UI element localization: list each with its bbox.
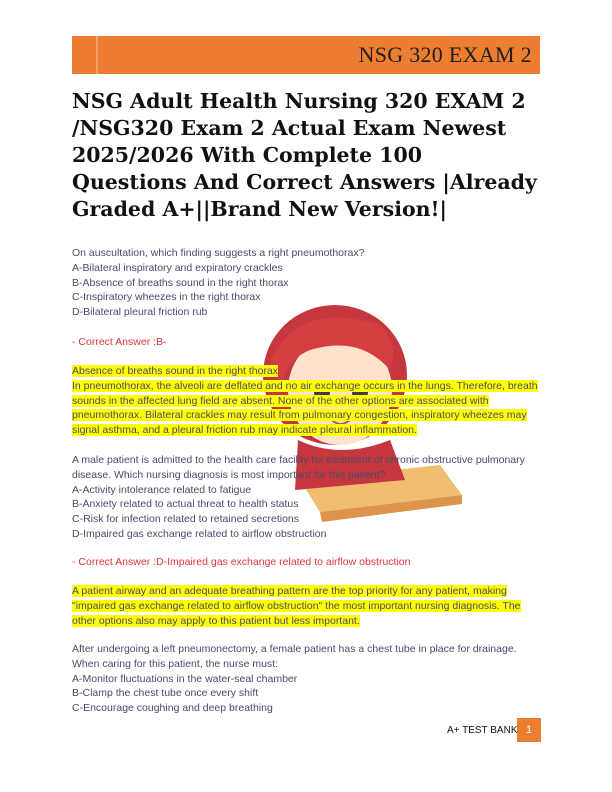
question-2-option-d: D-Impaired gas exchange related to airflow obstruction xyxy=(72,527,327,540)
question-2-rationale-block xyxy=(72,584,542,628)
question-2-option-b: B-Anxiety related to actual threat to health status xyxy=(72,498,299,511)
question-2-block xyxy=(72,453,542,542)
header-tab-mark xyxy=(96,36,98,74)
question-1-text: On auscultation, which finding suggests a right pneumothorax? xyxy=(72,247,365,259)
question-2-option-a: A-Activity intolerance related to fatigue xyxy=(72,483,252,496)
question-1-option-b: B-Absence of breaths sound in the right thorax xyxy=(72,276,289,289)
question-1-answer-text: Absence of breaths sound in the right thorax xyxy=(72,365,279,377)
footer-label: A+ TEST BANK xyxy=(447,725,518,736)
question-3-option-b: B-Clamp the chest tube once every shift xyxy=(72,687,259,700)
question-1-rationale: In pneumothorax, the alveoli are deflated and no air exchange occurs in the lungs. Therefore, breath sounds in the affected lung field are absent. None of the other options are associated with pneumothorax. Bilateral crackles may result from pulmonary congestion, inspiratory wheezes may signal asthma, and a pleural friction rub may indicate pleural inflammation. xyxy=(72,379,538,437)
question-1-correct-answer: - Correct Answer :B- xyxy=(72,336,167,348)
question-1-block xyxy=(72,246,542,320)
page-number: 1 xyxy=(517,718,541,742)
question-3-block xyxy=(72,642,542,716)
question-3-option-a: A-Monitor fluctuations in the water-seal chamber xyxy=(72,672,298,685)
question-2-option-c: C-Risk for infection related to retained secretions xyxy=(72,513,300,526)
question-1-option-d: D-Bilateral pleural friction rub xyxy=(72,306,208,319)
question-2-correct-answer: - Correct Answer :D-Impaired gas exchange related to airflow obstruction xyxy=(72,556,411,568)
question-2-text: A male patient is admitted to the health care facility for treatment of chronic obstructive pulmonary disease. Which nursing diagnosis is most important for this patient? xyxy=(72,454,525,481)
question-1-option-c: C-Inspiratory wheezes in the right thorax xyxy=(72,291,261,304)
header-title: NSG 320 EXAM 2 xyxy=(358,42,532,67)
question-1-option-a: A-Bilateral inspiratory and expiratory crackles xyxy=(72,261,283,274)
document-title: NSG Adult Health Nursing 320 EXAM 2 /NSG320 Exam 2 Actual Exam Newest 2025/2026 With Complete 100 Questions And Correct Answers |Already Graded A+||Brand New Version!| xyxy=(72,89,537,221)
question-1-answer-block xyxy=(72,364,542,438)
header-bar xyxy=(72,36,540,74)
question-2-rationale: A patient airway and an adequate breathing pattern are the top priority for any patient, making "impaired gas exchange related to airflow obstruction" the most important nursing diagnosis. The other options also may apply to this patient but less important. xyxy=(72,585,521,627)
question-3-text: After undergoing a left pneumonectomy, a female patient has a chest tube in place for drainage. When caring for this patient, the nurse must: xyxy=(72,643,517,670)
question-3-option-c: C-Encourage coughing and deep breathing xyxy=(72,702,273,715)
